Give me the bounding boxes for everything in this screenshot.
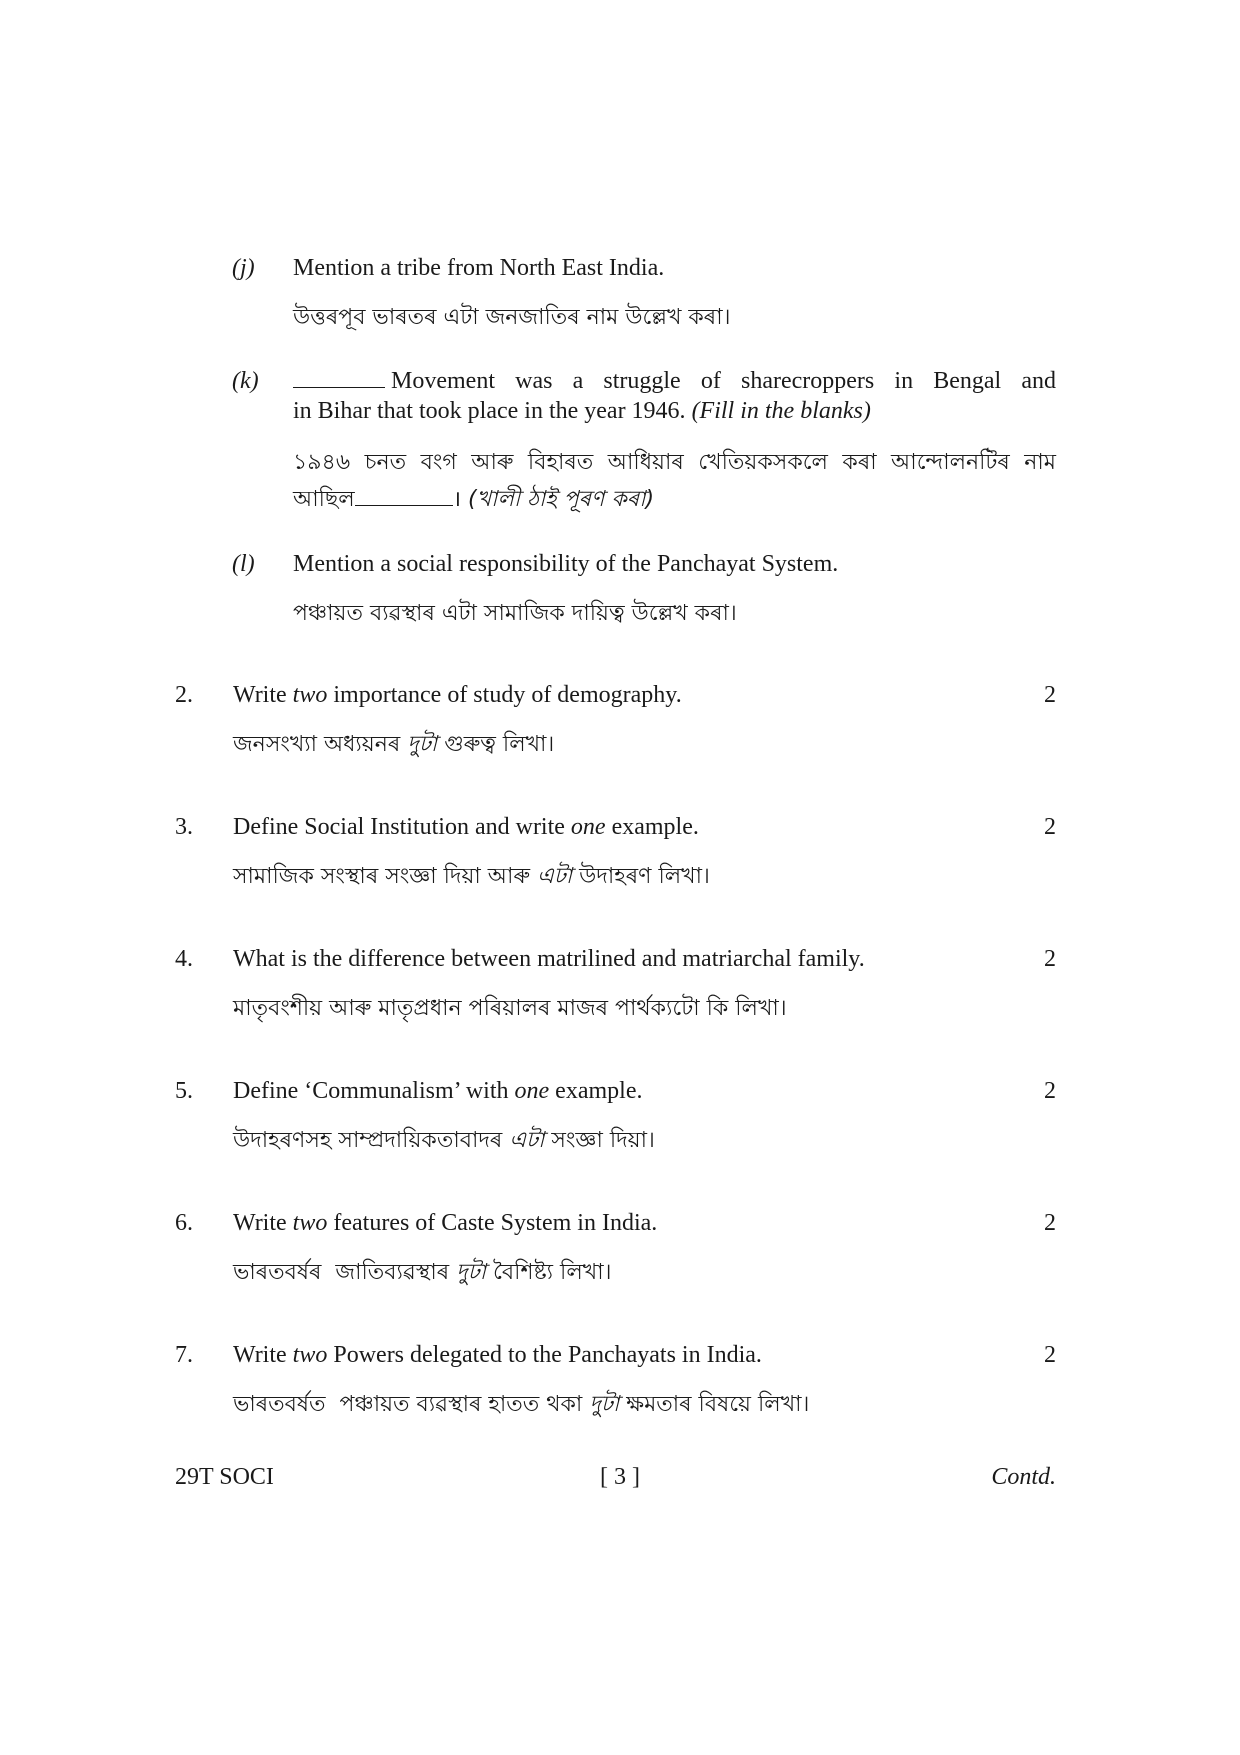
question-number: 3. (175, 814, 193, 840)
question-5-english: Define ‘Communalism’ with one example. (233, 1078, 643, 1104)
question-3-english: Define Social Institution and write one example. (233, 814, 699, 840)
subpart-label-l: (l) (232, 551, 255, 577)
paper-code: 29T SOCI (175, 1464, 274, 1490)
subpart-k-assamese-prefix: আছিল (293, 487, 355, 512)
question-3-assamese: সামাজিক সংস্থাৰ সংজ্ঞা দিয়া আৰু এটা উদাহৰণ লিখা। (233, 864, 710, 889)
question-number: 2. (175, 682, 193, 708)
subpart-k-assamese-line2 (293, 485, 654, 515)
fill-blank-line-assamese (355, 487, 453, 506)
question-2-english: Write two importance of study of demography. (233, 682, 682, 708)
subpart-k-instruction: (Fill in the blanks) (691, 398, 871, 424)
subpart-k-english-text2: in Bihar that took place in the year 1946. (293, 398, 686, 424)
question-number: 7. (175, 1342, 193, 1368)
subpart-k-english-line1 (293, 366, 1056, 396)
question-7-assamese: ভাৰতবৰ্ষত পঞ্চায়ত ব্যৱস্থাৰ হাতত থকা দুটা ক্ষমতাৰ বিষয়ে লিখা। (233, 1392, 810, 1417)
question-6-assamese: ভাৰতবৰ্ষৰ জাতিব্যৱস্থাৰ দুটা বৈশিষ্ট্য লিখা। (233, 1260, 612, 1285)
question-5-assamese: উদাহৰণসহ সাম্প্ৰদায়িকতাবাদৰ এটা সংজ্ঞা দিয়া। (233, 1128, 655, 1153)
question-6-english: Write two features of Caste System in India. (233, 1210, 658, 1236)
subpart-k-assamese-instruction: (খালী ঠাই পূৰণ কৰা) (468, 487, 655, 512)
subpart-k-english-line2 (293, 396, 871, 426)
page-number: [ 3 ] (600, 1464, 640, 1490)
question-2-assamese: জনসংখ্যা অধ্যয়নৰ দুটা গুৰুত্ব লিখা। (233, 732, 555, 757)
subpart-label-k: (k) (232, 368, 259, 394)
subpart-k-assamese-suffix: । (452, 487, 462, 512)
fill-blank-line (293, 369, 385, 388)
subpart-k-english-text: Movement was a struggle of sharecroppers in Bengal and (391, 368, 1056, 394)
question-4-english: What is the difference between matrilined and matriarchal family. (233, 946, 865, 972)
subpart-j-assamese: উত্তৰপূব ভাৰতৰ এটা জনজাতিৰ নাম উল্লেখ কৰা। (293, 305, 731, 330)
subpart-k-assamese-text: ১৯৪৬ চনত বংগ আৰু বিহাৰত আধিয়াৰ খেতিয়কসকলে কৰা আন্দোলনটিৰ নাম (293, 450, 1056, 475)
continued-label: Contd. (991, 1464, 1056, 1490)
question-7-english: Write two Powers delegated to the Panchayats in India. (233, 1342, 762, 1368)
question-marks: 2 (1044, 814, 1056, 840)
question-marks: 2 (1044, 1078, 1056, 1104)
subpart-l-english: Mention a social responsibility of the Panchayat System. (293, 551, 839, 577)
question-marks: 2 (1044, 1342, 1056, 1368)
question-marks: 2 (1044, 946, 1056, 972)
question-number: 4. (175, 946, 193, 972)
question-marks: 2 (1044, 682, 1056, 708)
question-4-assamese: মাতৃবংশীয় আৰু মাতৃপ্ৰধান পৰিয়ালৰ মাজৰ পাৰ্থক্যটো কি লিখা। (233, 996, 787, 1021)
subpart-k-assamese-line1 (293, 448, 1056, 478)
question-marks: 2 (1044, 1210, 1056, 1236)
question-number: 5. (175, 1078, 193, 1104)
question-number: 6. (175, 1210, 193, 1236)
subpart-l-assamese: পঞ্চায়ত ব্যৱস্থাৰ এটা সামাজিক দায়িত্ব উল্লেখ কৰা। (293, 601, 737, 626)
subpart-j-english: Mention a tribe from North East India. (293, 255, 665, 281)
subpart-label-j: (j) (232, 255, 255, 281)
